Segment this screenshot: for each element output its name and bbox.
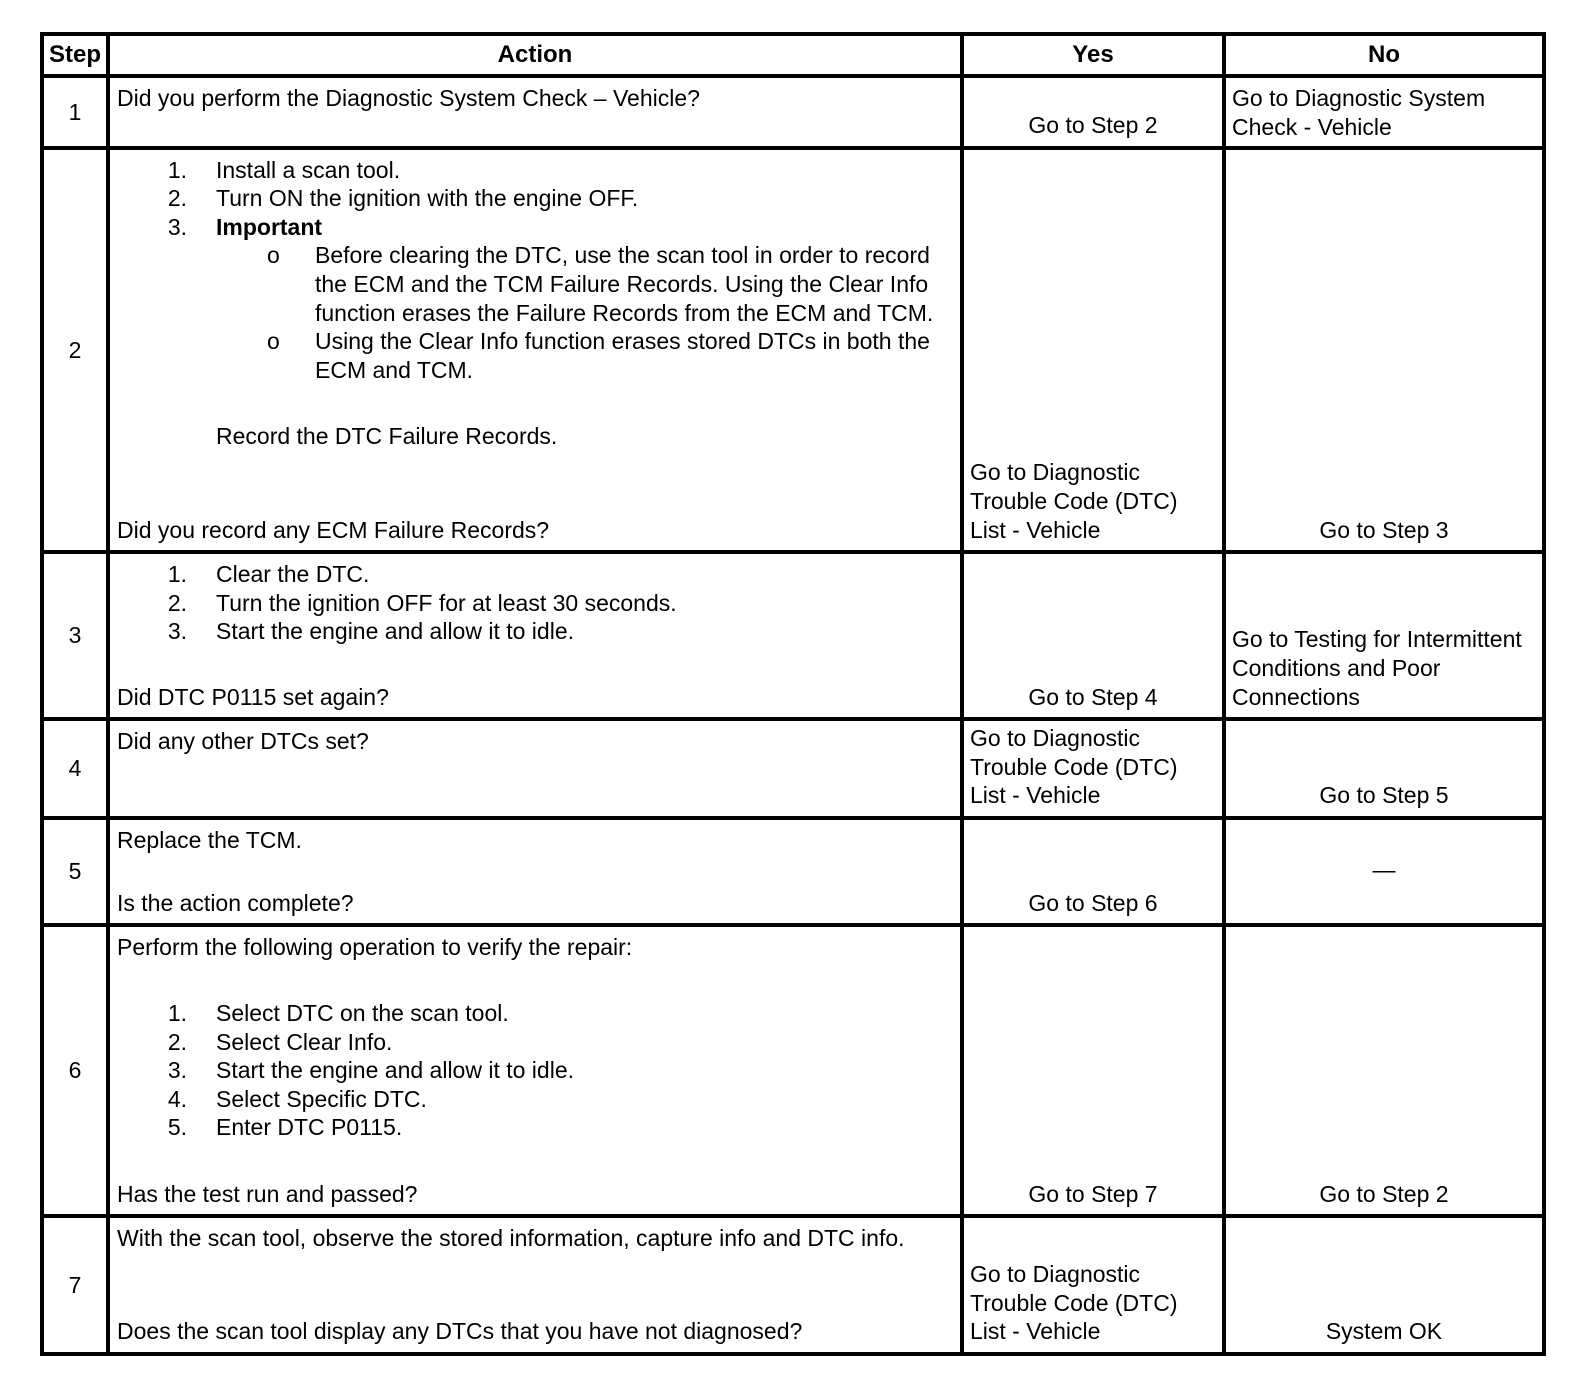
header-yes: Yes [962,34,1224,76]
action-cell [108,719,962,818]
no-link[interactable]: Go to Step 5 [1319,782,1449,809]
no-link[interactable]: Go to Testing for Intermittent Conditions and Poor Connections [1232,626,1522,710]
header-action: Action [108,34,962,76]
action-steps [117,156,952,242]
yes-link[interactable]: Go to Step 7 [1028,1180,1158,1207]
table-row [42,719,1544,818]
yes-link[interactable]: Go to Step 2 [1028,112,1158,139]
step-number: 7 [42,1216,108,1354]
action-question: Did you perform the Diagnostic System Check – Vehicle? [117,85,700,112]
yes-cell [962,148,1224,552]
list-item: 3. Start the engine and allow it to idle. [167,1057,575,1084]
list-item: 2. Turn the ignition OFF for at least 30 seconds. [167,589,677,616]
action-intro: Perform the following operation to verify the repair: [117,934,633,961]
action-question: Did you record any ECM Failure Records? [117,516,550,543]
step-number: 2 [42,148,108,552]
bullet-icon: o [267,328,280,355]
no-link[interactable]: Go to Step 3 [1319,516,1449,543]
header-step: Step [42,34,108,76]
yes-cell [962,925,1224,1216]
no-cell [1224,148,1544,552]
header-row [42,34,1544,76]
no-cell [1224,552,1544,719]
action-cell [108,552,962,719]
list-item: 3. Important [167,213,323,240]
important-notes [117,241,952,384]
list-item: o Before clearing the DTC, use the scan tool in order to record the ECM and the TCM Failure Records. Using the Clear Info function erases the Failure Records from the ECM and TCM. [267,242,934,326]
action-question: Did any other DTCs set? [117,728,369,755]
table-row [42,76,1544,147]
list-item: 1. Select DTC on the scan tool. [167,999,509,1026]
action-intro: With the scan tool, observe the stored information, capture info and DTC info. [117,1225,905,1252]
action-cell [108,818,962,926]
no-cell [1224,76,1544,147]
action-cell [108,1216,962,1354]
list-item: o Using the Clear Info function erases stored DTCs in both the ECM and TCM. [267,328,930,383]
yes-cell [962,1216,1224,1354]
yes-cell [962,719,1224,818]
bullet-icon: o [267,242,280,269]
action-cell [108,148,962,552]
list-item: 1. Install a scan tool. [167,156,401,183]
table-row [42,818,1544,926]
step-number: 3 [42,552,108,719]
action-question: Did DTC P0115 set again? [117,683,389,710]
list-item: 1. Clear the DTC. [167,561,370,588]
list-item: 3. Start the engine and allow it to idle. [167,618,575,645]
table-row [42,148,1544,552]
no-link[interactable]: Go to Diagnostic System Check - Vehicle [1232,85,1486,140]
yes-cell [962,552,1224,719]
table-row [42,552,1544,719]
yes-link[interactable]: Go to Diagnostic Trouble Code (DTC) List - Vehicle [970,1261,1178,1345]
step-number: 6 [42,925,108,1216]
step-number: 5 [42,818,108,926]
yes-link[interactable]: Go to Diagnostic Trouble Code (DTC) List - Vehicle [970,459,1178,543]
table-row [42,925,1544,1216]
no-value: System OK [1325,1318,1443,1345]
list-item: 4. Select Specific DTC. [167,1085,427,1112]
action-question: Has the test run and passed? [117,1180,418,1207]
list-item: 2. Turn ON the ignition with the engine OFF. [167,185,639,212]
yes-link[interactable]: Go to Step 6 [1028,889,1158,916]
no-cell [1224,818,1544,926]
action-cell [108,925,962,1216]
header-no: No [1224,34,1544,76]
yes-link[interactable]: Go to Step 4 [1028,683,1158,710]
no-link[interactable]: Go to Step 2 [1319,1180,1449,1207]
list-item: 2. Select Clear Info. [167,1028,393,1055]
action-cell [108,76,962,147]
yes-link[interactable]: Go to Diagnostic Trouble Code (DTC) List - Vehicle [970,724,1178,809]
diagnostic-table [40,32,1546,1356]
table-row [42,1216,1544,1354]
yes-cell [962,818,1224,926]
step-number: 1 [42,76,108,147]
action-steps [117,999,952,1142]
action-intro: Replace the TCM. [117,826,302,853]
no-cell [1224,719,1544,818]
action-question: Does the scan tool display any DTCs that you have not diagnosed? [117,1318,803,1345]
action-note: Record the DTC Failure Records. [216,423,558,450]
action-steps [117,560,952,646]
list-item: 5. Enter DTC P0115. [167,1114,403,1141]
step-number: 4 [42,719,108,818]
no-value: — [1372,856,1396,883]
no-cell [1224,1216,1544,1354]
no-cell [1224,925,1544,1216]
important-label: Important [216,213,323,240]
yes-cell [962,76,1224,147]
action-question: Is the action complete? [117,889,354,916]
